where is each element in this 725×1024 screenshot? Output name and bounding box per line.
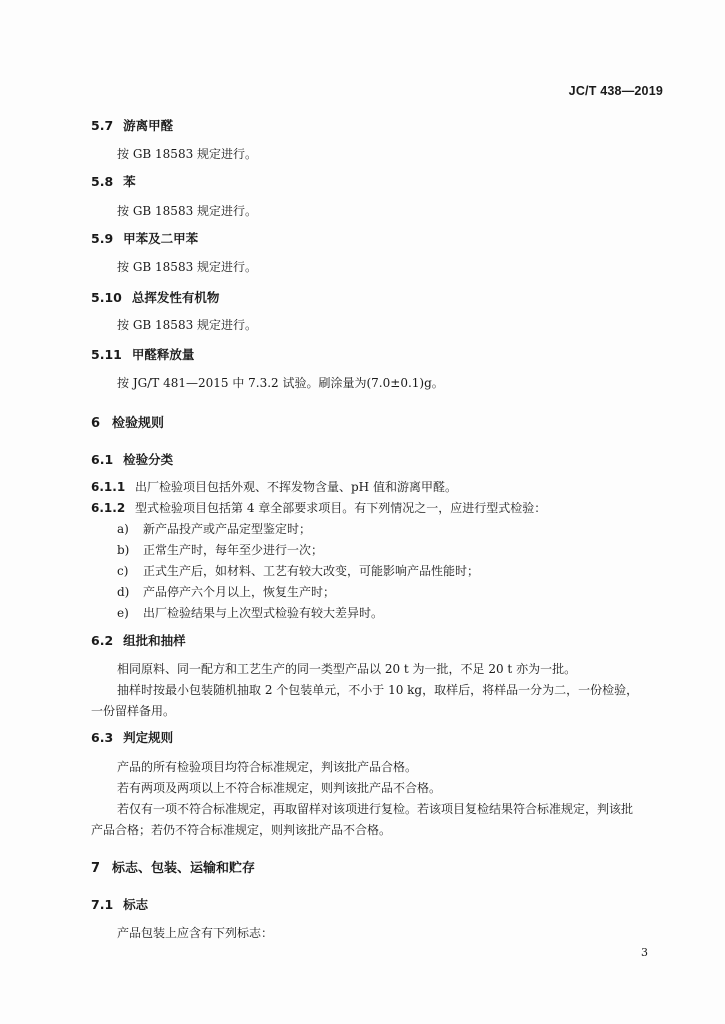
heading-6-1 <box>91 450 173 468</box>
clause-number: 6.1.2 <box>91 501 126 515</box>
section-title: 总挥发性有机物 <box>131 290 220 305</box>
section-number: 6.1 <box>91 452 114 467</box>
paragraph-6-3-2: 若有两项及两项以上不符合标准规定，则判该批产品不合格。 <box>117 781 442 795</box>
list-marker: e) <box>117 606 129 620</box>
paragraph-6-3-3-cont: 产品合格；若仍不符合标准规定，则判该批产品不合格。 <box>91 823 392 837</box>
clause-number: 6.1.1 <box>91 480 126 494</box>
section-number: 5.11 <box>91 347 122 362</box>
section-title: 甲醛释放量 <box>131 347 195 362</box>
section-number: 7.1 <box>91 897 114 912</box>
section-number: 5.10 <box>91 290 122 305</box>
heading-7 <box>91 857 255 876</box>
section-title: 标志 <box>123 897 149 912</box>
list-marker: a) <box>117 522 129 536</box>
section-title: 判定规则 <box>123 730 174 745</box>
section-title: 游离甲醛 <box>123 118 174 133</box>
heading-5-8 <box>91 172 136 190</box>
paragraph-5-10: 按 GB 18583 规定进行。 <box>117 318 258 332</box>
heading-6-3 <box>91 728 173 746</box>
paragraph-6-2-2: 抽样时按最小包装随机抽取 2 个包装单元，不小于 10 kg，取样后，将样品一分为二，一份检验， <box>117 683 639 697</box>
list-marker: d) <box>117 585 130 599</box>
page-number: 3 <box>641 946 648 959</box>
list-text: 新产品投产或产品定型鉴定时； <box>143 522 312 536</box>
clause-text: 型式检验项目包括第 4 章全部要求项目。有下列情况之一，应进行型式检验： <box>135 501 547 515</box>
section-title: 标志、包装、运输和贮存 <box>112 861 256 876</box>
section-number: 5.9 <box>91 231 114 246</box>
heading-5-9 <box>91 229 198 247</box>
paragraph-5-8: 按 GB 18583 规定进行。 <box>117 204 258 218</box>
list-marker: b) <box>117 543 130 557</box>
clause-6-1-1 <box>91 478 457 495</box>
list-marker: c) <box>117 564 129 578</box>
list-text: 出厂检验结果与上次型式检验有较大差异时。 <box>143 606 384 620</box>
clause-6-1-2 <box>91 499 546 516</box>
list-item <box>117 604 383 621</box>
heading-6-2 <box>91 631 186 649</box>
heading-5-11 <box>91 345 194 363</box>
list-text: 正式生产后，如材料、工艺有较大改变，可能影响产品性能时； <box>143 564 480 578</box>
section-number: 7 <box>91 861 101 876</box>
paragraph-5-7: 按 GB 18583 规定进行。 <box>117 147 258 161</box>
paragraph-6-3-3: 若仅有一项不符合标准规定，再取留样对该项进行复检。若该项目复检结果符合标准规定，判该批 <box>117 802 634 816</box>
paragraph-6-2-2-cont: 一份留样备用。 <box>91 704 176 718</box>
paragraph-5-11: 按 JG/T 481—2015 中 7.3.2 试验。刷涂量为(7.0±0.1)g。 <box>117 376 444 390</box>
section-title: 检验规则 <box>112 416 165 431</box>
section-title: 甲苯及二甲苯 <box>123 231 199 246</box>
heading-5-10 <box>91 288 219 306</box>
list-item <box>117 562 479 579</box>
list-text: 正常生产时，每年至少进行一次； <box>143 543 324 557</box>
paragraph-6-3-1: 产品的所有检验项目均符合标准规定，判该批产品合格。 <box>117 760 418 774</box>
list-item <box>117 520 311 537</box>
section-number: 6 <box>91 416 101 431</box>
section-title: 组批和抽样 <box>123 633 186 648</box>
standard-code-header: JC/T 438—2019 <box>568 84 663 98</box>
section-number: 5.8 <box>91 174 114 189</box>
list-item <box>117 583 335 600</box>
heading-7-1 <box>91 895 148 913</box>
heading-5-7 <box>91 116 173 134</box>
list-item <box>117 541 323 558</box>
list-text: 产品停产六个月以上，恢复生产时； <box>143 585 336 599</box>
paragraph-7-1: 产品包装上应含有下列标志： <box>117 926 274 940</box>
paragraph-6-2-1: 相同原料、同一配方和工艺生产的同一类型产品以 20 t 为一批，不足 20 t 亦为一批。 <box>117 662 577 676</box>
section-number: 6.3 <box>91 730 114 745</box>
clause-text: 出厂检验项目包括外观、不挥发物含量、pH 值和游离甲醛。 <box>135 480 457 494</box>
section-title: 苯 <box>123 174 136 189</box>
section-title: 检验分类 <box>123 452 174 467</box>
section-number: 5.7 <box>91 118 114 133</box>
heading-6 <box>91 412 164 431</box>
paragraph-5-9: 按 GB 18583 规定进行。 <box>117 260 258 274</box>
section-number: 6.2 <box>91 633 114 648</box>
